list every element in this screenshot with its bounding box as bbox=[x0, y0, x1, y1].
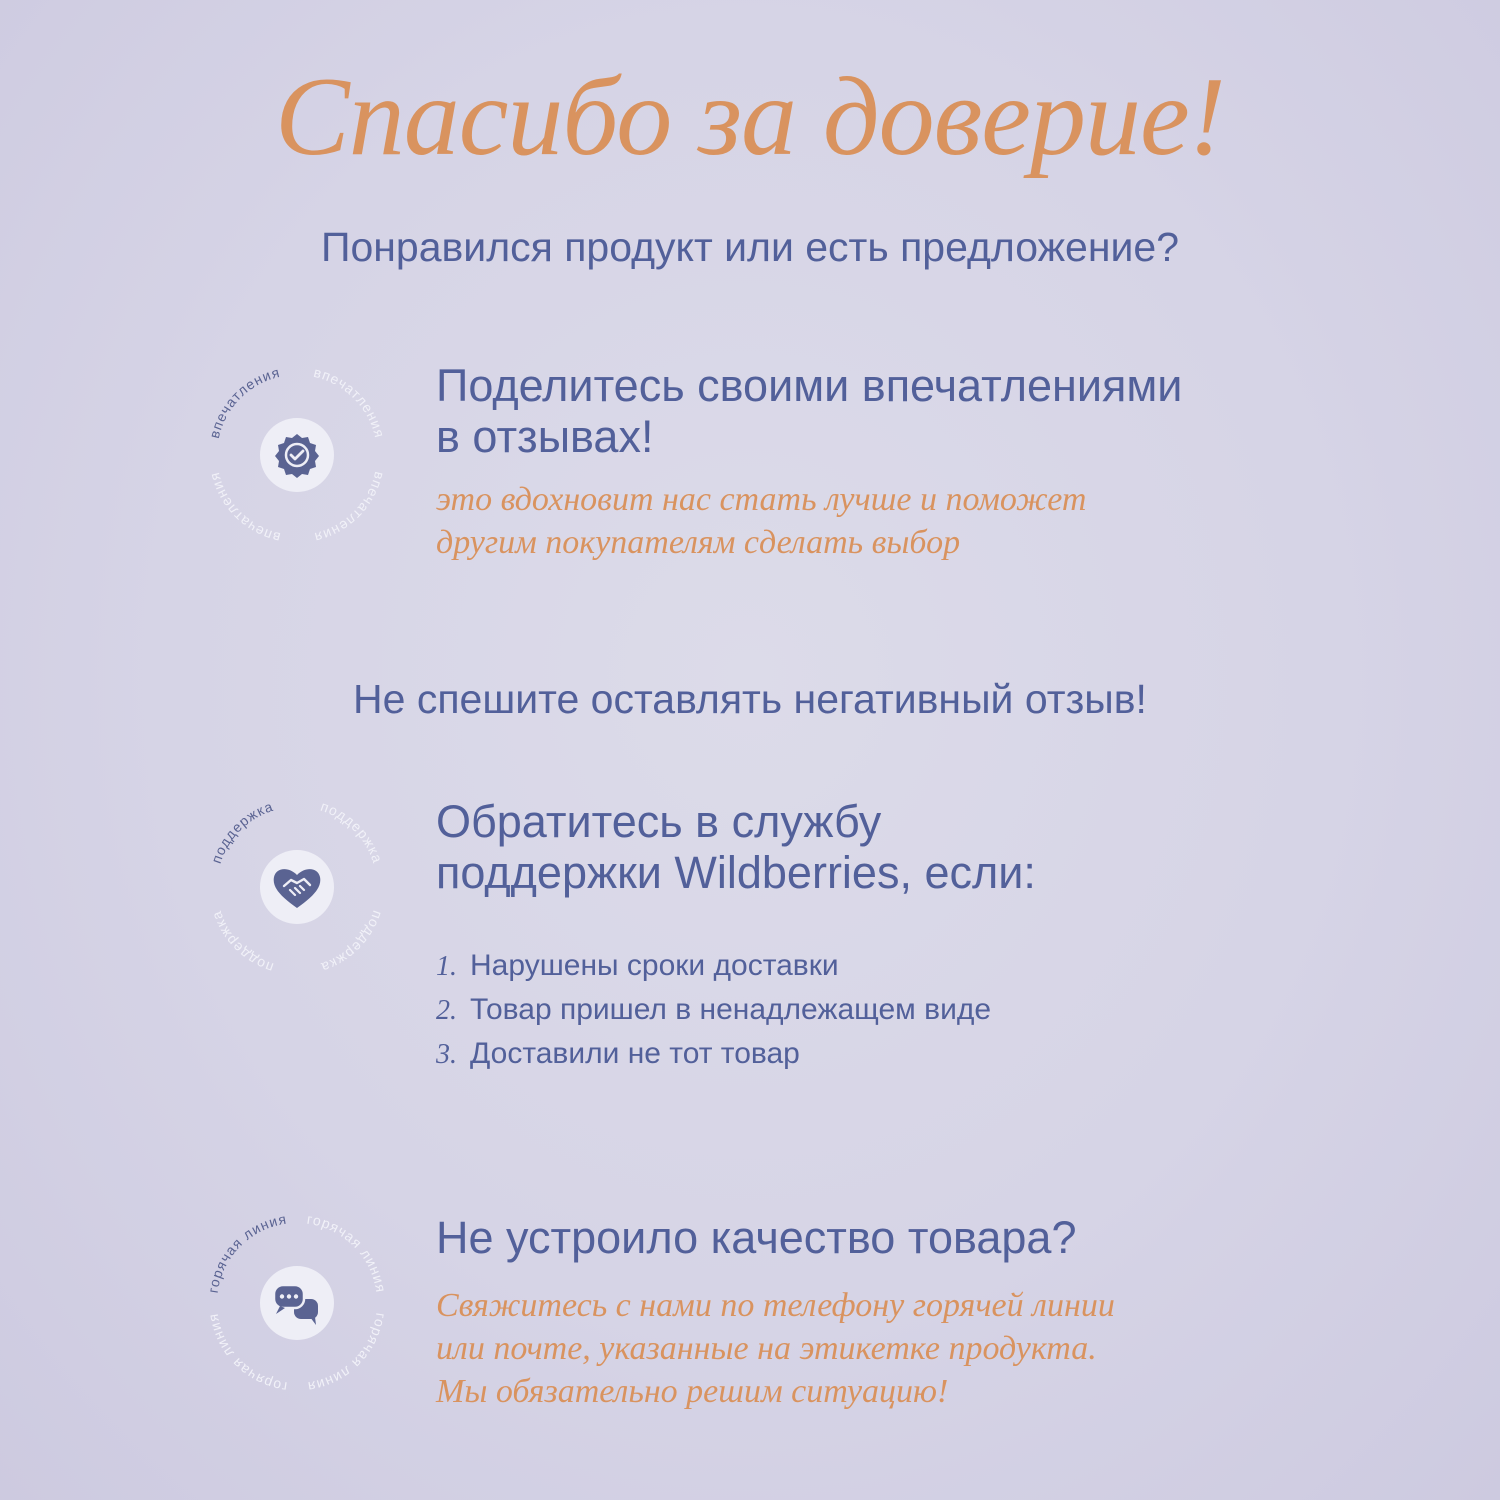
reviews-heading-line2: в отзывах! bbox=[436, 411, 654, 462]
reviews-note-line2: другим покупателям сделать выбор bbox=[436, 524, 961, 561]
question-subtitle: Понравился продукт или есть предложение? bbox=[321, 224, 1179, 270]
badge-ring-text: впечатления bbox=[312, 363, 389, 440]
hotline-heading: Не устроило качество товара? bbox=[436, 1212, 1077, 1263]
reviews-note-line1: это вдохновит нас стать лучше и поможет bbox=[436, 481, 1087, 518]
badge-ring-text: впечатления bbox=[205, 470, 282, 547]
list-item bbox=[436, 988, 1336, 1032]
svg-text:впечатления bbox=[206, 470, 282, 546]
badge-ring-text: горячая линия bbox=[204, 1210, 289, 1295]
hotline-note-line3: Мы обязательно решим ситуацию! bbox=[436, 1373, 949, 1410]
support-heading bbox=[436, 796, 1436, 898]
badge-ring-text: горячая линия bbox=[204, 1311, 289, 1396]
badge-ring-text: горячая линия bbox=[305, 1210, 390, 1295]
reviews-heading-line1: Поделитесь своими впечатлениями bbox=[436, 360, 1183, 411]
svg-text:поддержка bbox=[208, 798, 275, 865]
hotline-badge bbox=[192, 1198, 402, 1408]
hotline-note bbox=[436, 1284, 1376, 1413]
badge-ring-text: впечатления bbox=[205, 363, 282, 440]
negative-review-warning: Не спешите оставлять негативный отзыв! bbox=[353, 676, 1147, 722]
page-title: Спасибо за доверие! bbox=[275, 55, 1225, 179]
support-reasons-list bbox=[436, 944, 1336, 1076]
badge-ring-text: поддержка bbox=[318, 908, 387, 977]
svg-text:поддержка bbox=[208, 909, 275, 976]
list-item bbox=[436, 944, 1336, 988]
hotline-note-line1: Свяжитесь с нами по телефону горячей линии bbox=[436, 1287, 1115, 1324]
reviews-heading bbox=[436, 360, 1436, 462]
list-item-text: Нарушены сроки доставки bbox=[470, 949, 839, 982]
badge-ring-text: поддержка bbox=[207, 908, 276, 977]
svg-text:впечатления bbox=[206, 364, 282, 440]
list-item-number: 2. bbox=[436, 995, 457, 1026]
support-badge bbox=[192, 782, 402, 992]
svg-text:впечатления bbox=[312, 470, 388, 546]
list-item bbox=[436, 1032, 1336, 1076]
list-item-text: Доставили не тот товар bbox=[470, 1037, 800, 1070]
support-heading-line1: Обратитесь в службу bbox=[436, 796, 882, 847]
reviews-badge bbox=[192, 350, 402, 560]
badge-ring-text: горячая линия bbox=[305, 1311, 390, 1396]
hotline-note-line2: или почте, указанные на этикетке продукта. bbox=[436, 1330, 1097, 1367]
svg-text:поддержка bbox=[319, 909, 386, 976]
svg-text:впечатления bbox=[312, 364, 388, 440]
svg-text:поддержка bbox=[319, 798, 386, 865]
reviews-note bbox=[436, 478, 1336, 564]
badge-ring-text: поддержка bbox=[207, 797, 276, 866]
badge-ring-text: поддержка bbox=[318, 797, 387, 866]
list-item-number: 3. bbox=[436, 1039, 457, 1070]
list-item-number: 1. bbox=[436, 951, 457, 982]
list-item-text: Товар пришел в ненадлежащем виде bbox=[470, 993, 992, 1026]
badge-ring-text: впечатления bbox=[312, 470, 389, 547]
support-heading-line2: поддержки Wildberries, если: bbox=[436, 847, 1036, 898]
